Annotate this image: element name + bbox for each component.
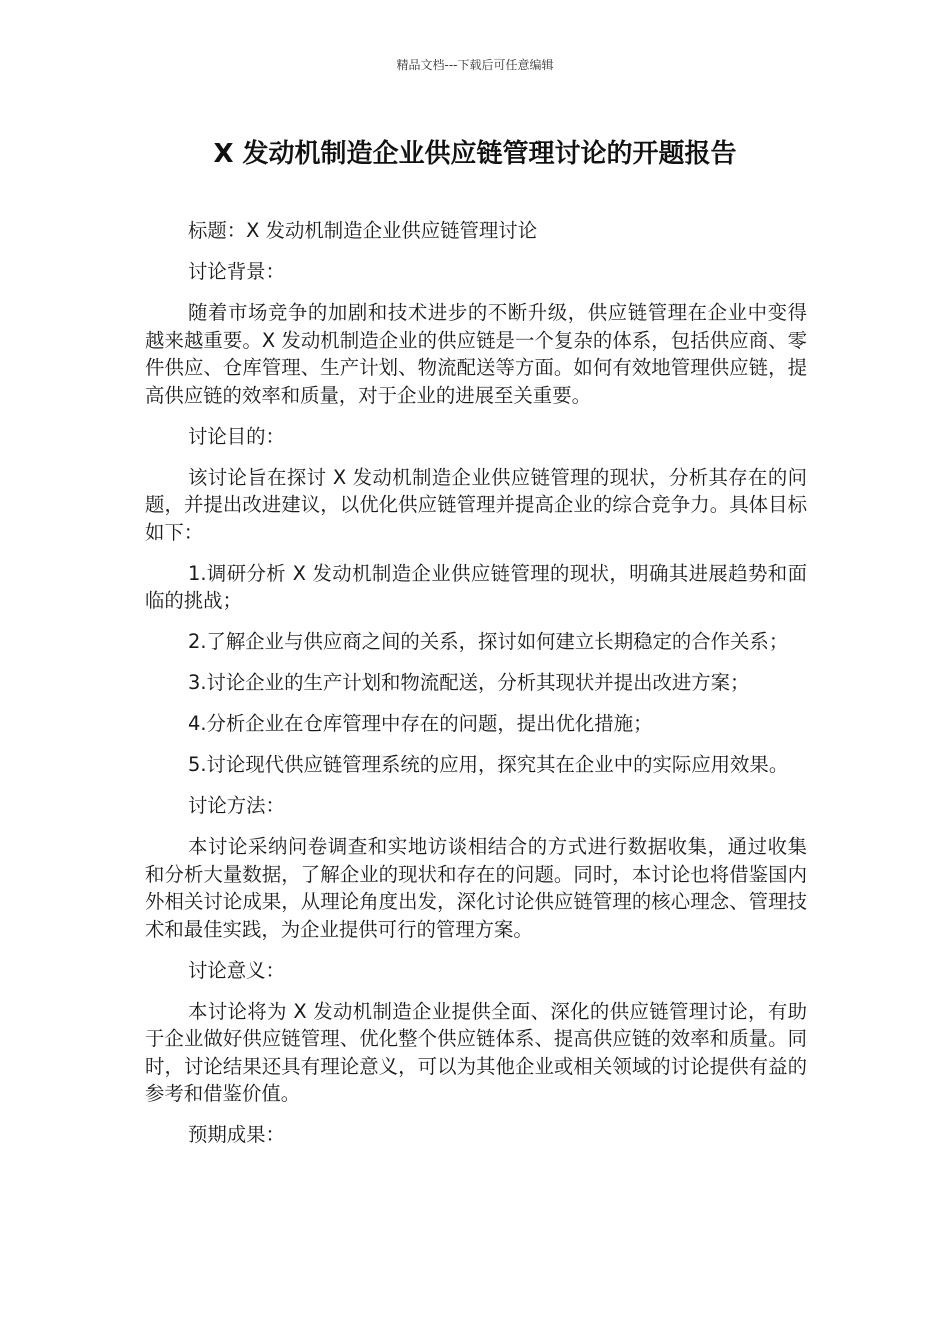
header-note: 精品文档---下载后可任意编辑 (396, 58, 554, 72)
goal-item-3: 3.讨论企业的生产计划和物流配送，分析其现状并提出改进方案； (188, 671, 750, 694)
method-paragraph: 本讨论采纳问卷调查和实地访谈相结合的方式进行数据收集，通过收集和分析大量数据，了解企业的现状和存在的问题。同时，本讨论也将借鉴国内外相关讨论成果，从理论角度出发，深化讨论供应链管理的核心理念、管理技术和最佳实践，为企业提供可行的管理方案。 (145, 835, 807, 941)
goal-item-5: 5.讨论现代供应链管理系统的应用，探究其在企业中的实际应用效果。 (188, 753, 789, 776)
section-heading-significance: 讨论意义： (188, 958, 285, 982)
background-paragraph: 随着市场竞争的加剧和技术进步的不断升级，供应链管理在企业中变得越来越重要。X 发动机制造企业的供应链是一个复杂的体系，包括供应商、零件供应、仓库管理、生产计划、物流配送等方面。如何有效地管理供应链，提高供应链的效率和质量，对于企业的进展至关重要。 (145, 301, 807, 407)
goal-item-2: 2.了解企业与供应商之间的关系，探讨如何建立长期稳定的合作关系； (188, 630, 789, 653)
document-title: X 发动机制造企业供应链管理讨论的开题报告 (213, 139, 737, 169)
document-body (145, 217, 807, 1162)
section-heading-expected-results: 预期成果： (188, 1123, 285, 1146)
section-heading-background: 讨论背景： (188, 260, 285, 283)
goal-item-4: 4.分析企业在仓库管理中存在的问题，提出优化措施； (188, 712, 653, 735)
significance-paragraph: 本讨论将为 X 发动机制造企业提供全面、深化的供应链管理讨论，有助于企业做好供应链管理、优化整个供应链体系、提高供应链的效率和质量。同时，讨论结果还具有理论意义，可以为其他企业或相关领域的讨论提供有益的参考和借鉴价值。 (145, 999, 807, 1105)
goal-item-1: 1.调研分析 X 发动机制造企业供应链管理的现状，明确其进展趋势和面临的挑战； (145, 561, 807, 612)
purpose-paragraph: 该讨论旨在探讨 X 发动机制造企业供应链管理的现状，分析其存在的问题，并提出改进建议，以优化供应链管理并提高企业的综合竞争力。具体目标如下： (145, 465, 807, 544)
section-heading-purpose: 讨论目的： (188, 424, 285, 448)
section-heading-method: 讨论方法： (188, 794, 285, 817)
title-line: 标题：X 发动机制造企业供应链管理讨论 (188, 219, 538, 242)
